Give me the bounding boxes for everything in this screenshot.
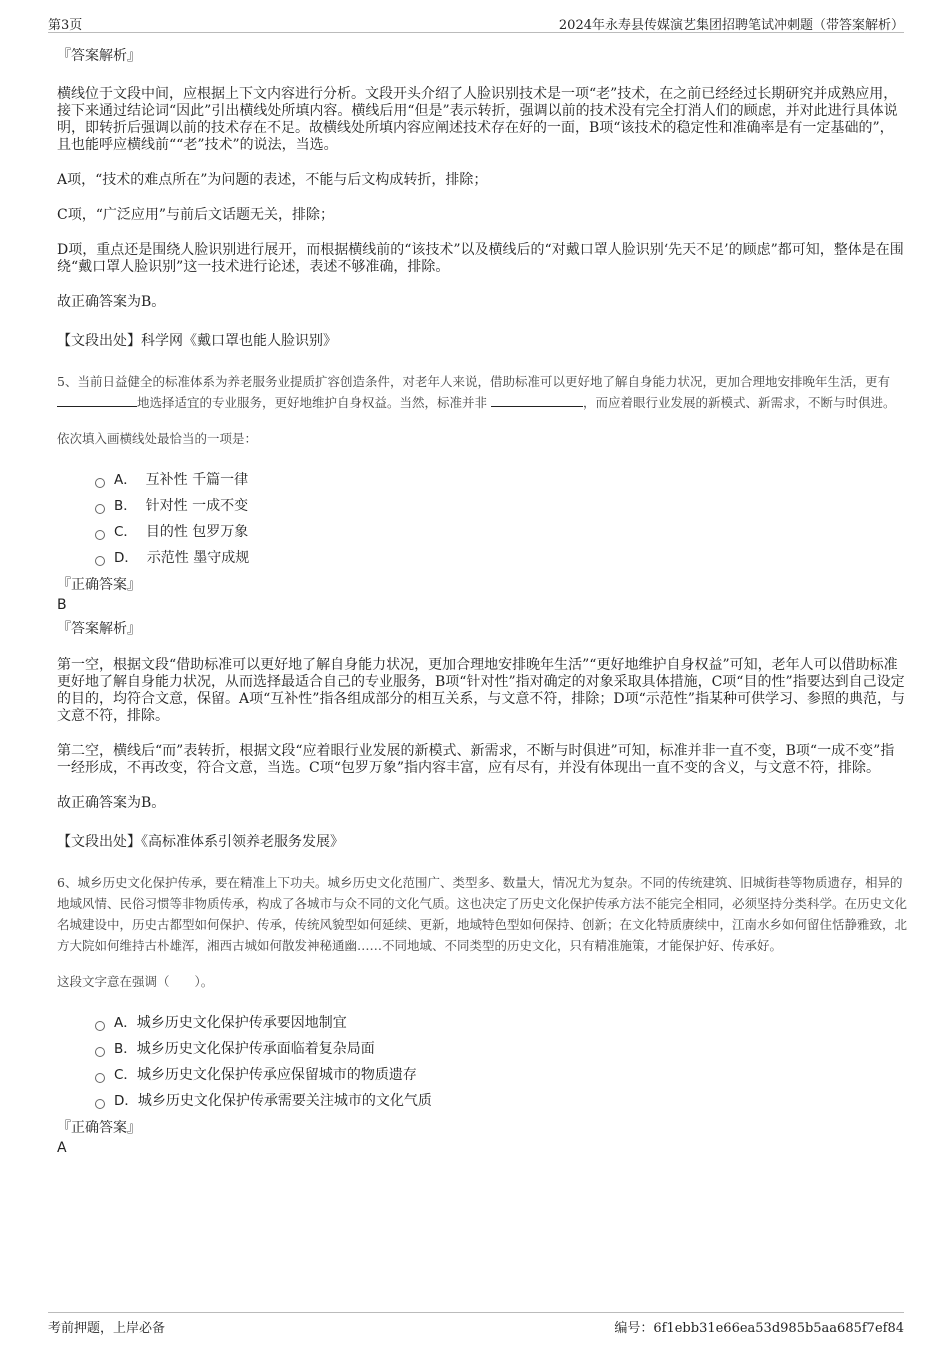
page-header <box>48 10 904 33</box>
footer-slogan: 考前押题，上岸必备 <box>48 1321 166 1336</box>
option-list <box>95 467 907 571</box>
fill-blank-1 <box>57 394 137 407</box>
radio-icon[interactable] <box>95 1021 105 1031</box>
document-body <box>57 42 907 1158</box>
source-citation: 【文段出处】科学网《戴口罩也能人脸识别》 <box>57 333 337 349</box>
question-5 <box>57 371 907 852</box>
analysis-paragraph: 故正确答案为B。 <box>57 294 166 310</box>
prev-question-analysis <box>57 46 907 351</box>
fill-blank-2 <box>491 394 583 407</box>
option-d[interactable]: D． 示范性 墨守成规 <box>95 545 907 571</box>
option-list <box>95 1010 907 1114</box>
radio-icon[interactable] <box>95 1099 105 1109</box>
radio-icon[interactable] <box>95 1073 105 1083</box>
radio-icon[interactable] <box>95 478 105 488</box>
correct-answer: B <box>57 597 67 613</box>
radio-icon[interactable] <box>95 504 105 514</box>
analysis-label: 『答案解析』 <box>57 48 141 64</box>
question-text: 6、城乡历史文化保护传承，要在精准上下功夫。城乡历史文化范围广、类型多、数量大，情况尤为复杂。不同的传统建筑、旧城街巷等物质遗存，相异的地域风情、民俗习惯等非物质传承，构成了各城市与众不同的文化气质。这也决定了历史文化保护传承方法不能完全相同，必须坚持分类科学。在历史文化名城建设中，历史古都型如何保护、传承，传统风貌型如何延续、更新，地域特色型如何保持、创新；在文化特质赓续中，江南水乡如何留住恬静雅致，北方大院如何维持古朴雄浑，湘西古城如何散发神秘通幽……不同地域、不同类型的历史文化，只有精准施策，才能保护好、传承好。 <box>57 875 908 953</box>
question-prompt: 依次填入画横线处最恰当的一项是： <box>57 431 258 446</box>
option-a[interactable]: A． 互补性 千篇一律 <box>95 467 907 493</box>
document-id: 编号：6f1ebb31e66ea53d985b5aa685f7ef84 <box>614 1321 904 1336</box>
radio-icon[interactable] <box>95 556 105 566</box>
question-prompt: 这段文字意在强调（ ）。 <box>57 974 214 989</box>
analysis-paragraph: 第二空，横线后“而”表转折，根据文段“应着眼行业发展的新模式、新需求，不断与时俱进”可知，标准并非一直不变，B项“一成不变”指一经形成，不再改变，符合文意，当选。C项“包罗万象”指内容丰富，应有尽有，并没有体现出一直不变的含义，与文意不符，排除。 <box>57 743 895 776</box>
analysis-label: 『答案解析』 <box>57 621 141 637</box>
question-6 <box>57 872 907 1158</box>
analysis-paragraph: D项，重点还是围绕人脸识别进行展开，而根据横线前的“该技术”以及横线后的“对戴口罩人脸识别‘先天不足’的顾虑”都可知，整体是在围绕“戴口罩人脸识别”这一技术进行论述，表述不够准确，排除。 <box>57 242 904 275</box>
analysis-paragraph: A项，“技术的难点所在”为问题的表述，不能与后文构成转折，排除； <box>57 172 488 188</box>
question-text: 5、当前日益健全的标准体系为养老服务业提质扩容创造条件，对老年人来说，借助标准可以更好地了解自身能力状况，更加合理地安排晚年生活，更有 地选择适宜的专业服务，更好地维护自身权益。当然，标准并非 ，而应着眼行业发展的新模式、新需求，不断与时俱进。 <box>57 374 896 410</box>
document-title: 2024年永寿县传媒演艺集团招聘笔试冲刺题（带答案解析） <box>558 18 904 33</box>
correct-answer: A <box>57 1140 67 1156</box>
analysis-paragraph: C项，“广泛应用”与前后文话题无关，排除； <box>57 207 335 223</box>
option-d[interactable]: D． 城乡历史文化保护传承需要关注城市的文化气质 <box>95 1088 907 1114</box>
analysis-paragraph: 故正确答案为B。 <box>57 795 166 811</box>
option-b[interactable]: B． 针对性 一成不变 <box>95 493 907 519</box>
option-b[interactable]: B． 城乡历史文化保护传承面临着复杂局面 <box>95 1036 907 1062</box>
page-number: 第3页 <box>48 18 83 33</box>
answer-label: 『正确答案』 <box>57 577 141 593</box>
radio-icon[interactable] <box>95 530 105 540</box>
answer-label: 『正确答案』 <box>57 1120 141 1136</box>
analysis-paragraph: 横线位于文段中间，应根据上下文内容进行分析。文段开头介绍了人脸识别技术是一项“老”技术，在之前已经经过长期研究并成熟应用，接下来通过结论词“因此”引出横线处所填内容。横线后用“但是”表示转折，强调以前的技术没有完全打消人们的顾虑，并对此进行具体说明，即转折后强调以前的技术存在不足。故横线处所填内容应阐述技术存在好的一面，B项“该技术的稳定性和准确率是有一定基础的”，且也能呼应横线前““老”技术”的说法，当选。 <box>57 86 898 153</box>
source-citation: 【文段出处】《高标准体系引领养老服务发展》 <box>57 834 344 850</box>
analysis-paragraph: 第一空，根据文段“借助标准可以更好地了解自身能力状况，更加合理地安排晚年生活”“更好地维护自身权益”可知，老年人可以借助标准更好地了解自身能力状况，从而选择最适合自己的专业服务，B项“针对性”指对确定的对象采取具体措施，C项“目的性”指要达到自己设定的目的，均符合文意，保留。A项“互补性”指各组成部分的相互关系，与文意不符，排除；D项“示范性”指某种可供学习、参照的典范，与文意不符，排除。 <box>57 657 905 724</box>
radio-icon[interactable] <box>95 1047 105 1057</box>
page-footer <box>48 1312 904 1339</box>
option-c[interactable]: C． 目的性 包罗万象 <box>95 519 907 545</box>
option-c[interactable]: C． 城乡历史文化保护传承应保留城市的物质遗存 <box>95 1062 907 1088</box>
option-a[interactable]: A． 城乡历史文化保护传承要因地制宜 <box>95 1010 907 1036</box>
